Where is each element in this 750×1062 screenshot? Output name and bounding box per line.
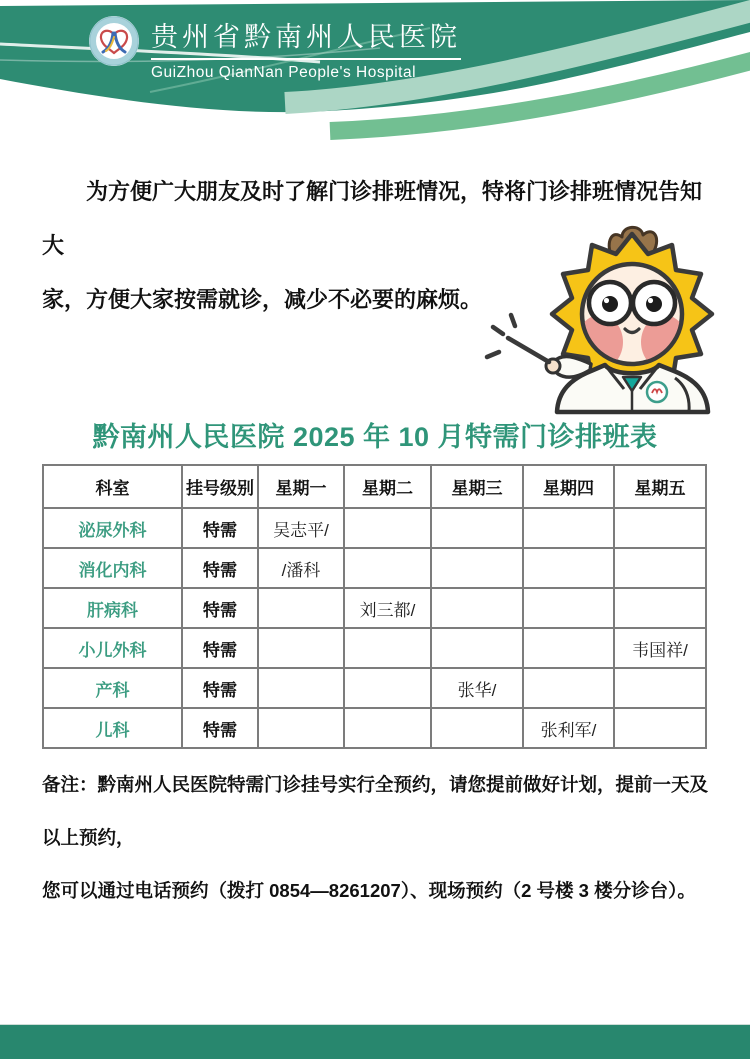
- level-cell: 特需: [182, 668, 258, 708]
- pointer-stick: [508, 338, 549, 362]
- department-cell: 泌尿外科: [43, 508, 182, 548]
- schedule-cell: 张利军/: [523, 708, 614, 748]
- table-header-row: [43, 465, 706, 508]
- col-header-wednesday: 星期三: [431, 465, 523, 508]
- col-header-monday: 星期一: [258, 465, 344, 508]
- schedule-cell: [344, 628, 431, 668]
- col-header-friday: 星期五: [614, 465, 706, 508]
- schedule-cell: [344, 668, 431, 708]
- schedule-cell: [614, 708, 706, 748]
- level-cell: 特需: [182, 628, 258, 668]
- schedule-cell: [614, 588, 706, 628]
- level-cell: 特需: [182, 548, 258, 588]
- schedule-cell: [523, 548, 614, 588]
- col-header-department: 科室: [43, 465, 182, 508]
- level-cell: 特需: [182, 708, 258, 748]
- table-row: [43, 708, 706, 748]
- schedule-cell: 张华/: [431, 668, 523, 708]
- schedule-cell: [431, 508, 523, 548]
- intro-line-1: 为方便广大朋友及时了解门诊排班情况，特将门诊排班情况告知大: [42, 179, 703, 258]
- schedule-cell: [258, 588, 344, 628]
- schedule-cell: [523, 628, 614, 668]
- level-cell: 特需: [182, 508, 258, 548]
- table-row: [43, 588, 706, 628]
- schedule-cell: [344, 708, 431, 748]
- schedule-cell: /潘科: [258, 548, 344, 588]
- hospital-name-cn: 贵州省黔南州人民医院: [151, 15, 461, 60]
- schedule-cell: [431, 628, 523, 668]
- schedule-cell: [614, 508, 706, 548]
- footer-green-bar: [0, 1024, 750, 1059]
- header-banner: [0, 0, 750, 140]
- table-row: [43, 508, 706, 548]
- hospital-logo-icon: [88, 15, 140, 67]
- schedule-cell: 韦国祥/: [614, 628, 706, 668]
- schedule-title: 黔南州人民医院 2025 年 10 月特需门诊排班表: [92, 422, 658, 452]
- note-line-1: 备注：黔南州人民医院特需门诊挂号实行全预约，请您提前做好计划，提前一天及以上预约，: [42, 774, 709, 848]
- schedule-cell: [614, 548, 706, 588]
- schedule-cell: 刘三都/: [344, 588, 431, 628]
- table-row: [43, 628, 706, 668]
- department-cell: 消化内科: [43, 548, 182, 588]
- schedule-cell: [523, 588, 614, 628]
- table-row: [43, 548, 706, 588]
- note-paragraph: [42, 758, 718, 917]
- department-cell: 儿科: [43, 708, 182, 748]
- schedule-cell: [431, 588, 523, 628]
- schedule-cell: [431, 708, 523, 748]
- hospital-name-en: GuiZhou QianNan People's Hospital: [151, 64, 417, 81]
- col-header-tuesday: 星期二: [344, 465, 431, 508]
- schedule-cell: [258, 668, 344, 708]
- schedule-cell: 吴志平/: [258, 508, 344, 548]
- schedule-cell: [258, 628, 344, 668]
- schedule-cell: [344, 548, 431, 588]
- department-cell: 产科: [43, 668, 182, 708]
- department-cell: 小儿外科: [43, 628, 182, 668]
- department-cell: 肝病科: [43, 588, 182, 628]
- col-header-thursday: 星期四: [523, 465, 614, 508]
- schedule-cell: [258, 708, 344, 748]
- schedule-cell: [523, 508, 614, 548]
- table-row: [43, 668, 706, 708]
- schedule-table: [42, 464, 707, 749]
- hospital-brand: [88, 15, 461, 82]
- level-cell: 特需: [182, 588, 258, 628]
- intro-line-2: 家，方便大家按需就诊，减少不必要的麻烦。: [42, 287, 483, 312]
- schedule-cell: [344, 508, 431, 548]
- schedule-cell: [431, 548, 523, 588]
- col-header-level: 挂号级别: [182, 465, 258, 508]
- schedule-cell: [523, 668, 614, 708]
- note-line-2: 您可以通过电话预约（拨打 0854—8261207）、现场预约（2 号楼 3 楼分诊台）。: [42, 880, 696, 901]
- hospital-mascot-illustration: [478, 220, 723, 420]
- schedule-cell: [614, 668, 706, 708]
